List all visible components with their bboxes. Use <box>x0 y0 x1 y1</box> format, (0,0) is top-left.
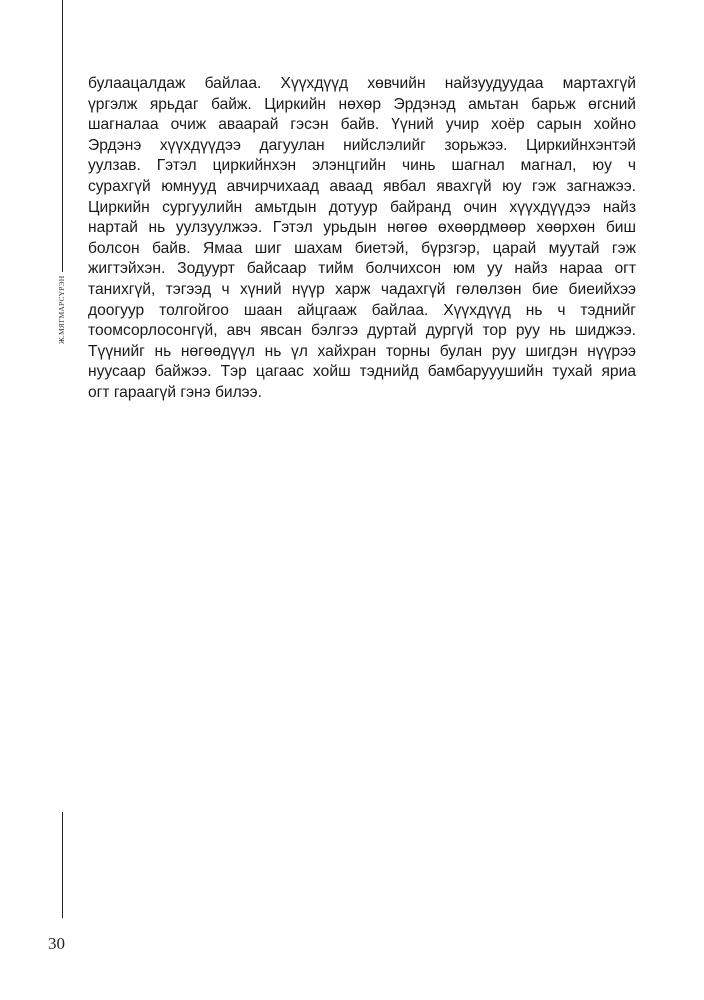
body-paragraph <box>88 74 636 404</box>
margin-rule-top <box>62 0 63 272</box>
text-line: нартай нь уулзуулжээ. Гэтэл урьдын нөгөө өхөөрдмөөр хөөрхөн биш <box>88 219 636 237</box>
margin-rule-bottom <box>62 812 63 918</box>
text-line: булаацалдаж байлаа. Хүүхдүүд хөвчийн найзуудуудаа мартахгүй <box>88 75 636 92</box>
text-line: доогуур толгойгоо шаан айцгааж байлаа. Хүүхдүүд нь ч тэднийг <box>88 301 636 319</box>
text-line: тоомсорлосонгүй, авч явсан бэлгээ дуртай дургүй тор руу нь шиджээ. <box>88 322 636 340</box>
text-line: танихгүй, тэгээд ч хүний нүүр харж чадахгүй гөлөлзөн бие биеийхээ <box>88 280 636 298</box>
text-line: шагналаа очиж аваарай гэсэн байв. Үүний учир хоёр сарын хойно <box>88 116 636 134</box>
text-line: нуусаар байжээ. Тэр цагаас хойш тэднийд бамбарууушийн тухай яриа <box>88 363 636 381</box>
text-line: огт гараагүй гэнэ билээ. <box>88 383 262 401</box>
text-line: жигтэйхэн. Зодуурт байсаар тийм болчихсон юм уу найз нараа огт <box>88 260 636 278</box>
text-line: сурахгүй юмнууд авчирчихаад аваад явбал явахгүй юу гэж загнажээ. <box>88 177 636 195</box>
text-line: Түүнийг нь нөгөөдүүл нь үл хайхран торны булан руу шигдэн нүүрээ <box>88 342 636 360</box>
text-line: уулзав. Гэтэл циркийнхэн элэнцгийн чинь шагнал магнал, юу ч <box>88 157 636 175</box>
text-line: болсон байв. Ямаа шиг шахам биетэй, бүрзгэр, царай муутай гэж <box>88 239 636 257</box>
text-line: үргэлж ярьдаг байж. Циркийн нөхөр Эрдэнэд амьтан барьж өгсний <box>88 95 636 113</box>
text-line: Эрдэнэ хүүхдүүдээ дагуулан нийслэлийг зорьжээ. Циркийнхэнтэй <box>88 136 636 154</box>
running-head-author: Ж.МЯГМАРСҮРЭН <box>57 275 66 344</box>
text-line: Циркийн сургуулийн амьтдын дотуур байранд очин хүүхдүүдээ найз <box>88 198 636 216</box>
page-number: 30 <box>48 934 65 953</box>
